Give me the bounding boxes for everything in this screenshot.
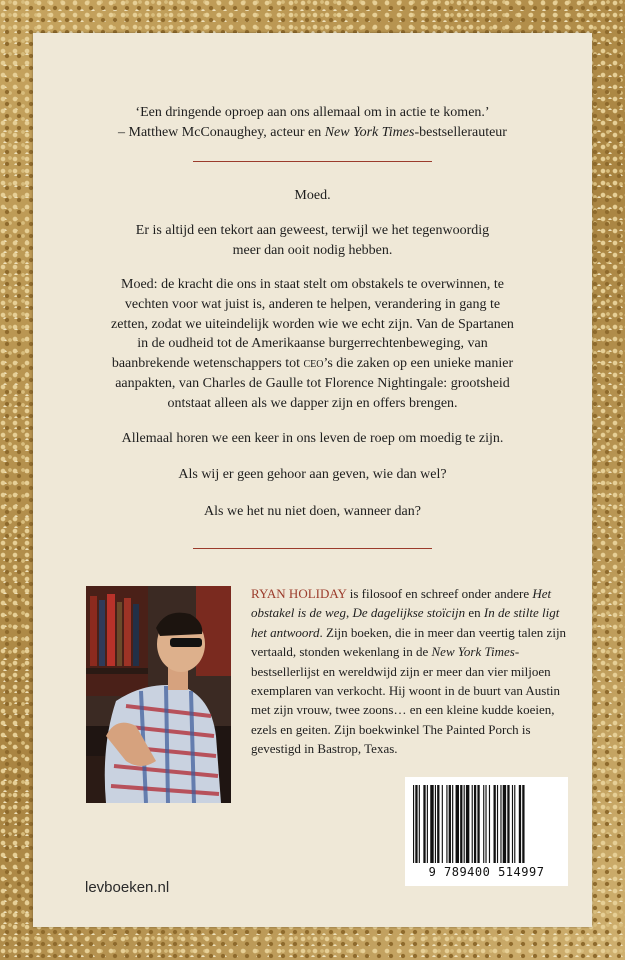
barcode-bar [514,785,515,863]
bottom-divider [193,548,432,549]
publisher-url: levboeken.nl [85,879,170,896]
barcode-bar [449,785,451,863]
barcode-bar [485,785,486,863]
barcode-bar [512,785,513,863]
barcode-bar [415,785,417,863]
barcode-bar [507,785,509,863]
barcode-bar [456,785,459,863]
barcode-bar [430,785,433,863]
barcode-bar [503,785,506,863]
blurb-paragraph-3: Moed: de kracht die ons in staat stelt om obstakels te overwinnen, te vechten voor wat juist is, anderen te helpen, verandering in gang te zetten, zodat we uiteindelijk worden wie we echt zijn. Van de Spartanen in de oudheid tot de Amerikaanse burgerrechtenbeweging, van baanbrekende wetenschappers tot ceo’s die zaken op een unieke manier aanpakten, van Charles de Gaulle tot Florence Nightingale: grootsheid ontstaat alleen als we dapper zijn en offers brengen. [111,277,514,411]
barcode-bar [446,785,447,863]
quote-attribution: – Matthew McConaughey, acteur en New York Times-bestsellerauteur [118,125,507,140]
barcode-bar [472,785,473,863]
barcode-bar [500,785,501,863]
barcode-bar [489,785,490,863]
author-photo [86,586,231,803]
author-name: RYAN HOLIDAY [251,586,347,601]
barcode-bar [466,785,469,863]
quote-text: ‘Een dringende oproep aan ons allemaal om in actie te komen.’ [135,105,490,120]
barcode-bar [464,785,465,863]
barcode-bar [442,785,443,863]
barcode-bar [519,785,521,863]
barcode-bar [423,785,425,863]
top-divider [193,161,432,162]
back-cover-panel [33,33,592,927]
barcode-bars [405,777,568,865]
barcode-bar [474,785,476,863]
barcode-bar [419,785,420,863]
barcode-bar [435,785,436,863]
barcode-bar [460,785,462,863]
barcode-bar [483,785,484,863]
isbn-barcode [405,777,568,886]
author-bio: RYAN HOLIDAY is filosoof en schreef onder andere Het obstakel is de weg, De dagelijkse stoïcijn en In de stilte ligt het antwoord. Zijn boeken, die in meer dan veertig talen zijn vertaald, stonden wekenlang in de New York Times-bestsellerlijst en wereldwijd zijn er meer dan vier miljoen exemplaren van verkocht. Hij woont in de buurt van Austin met zijn vrouw, twee zoons… en een kleine kudde koeien, ezels en geiten. Zijn boekwinkel The Painted Porch is gevestigd in Bastrop, Texas. [251,586,567,757]
barcode-bar [452,785,453,863]
blurb-paragraph-5: Als wij er geen gehoor aan geven, wie dan wel? [178,467,447,482]
barcode-bar [477,785,479,863]
barcode-bar [427,785,428,863]
barcode-bar [437,785,439,863]
blurb-paragraph-1: Moed. [294,188,331,203]
endorsement-quote [33,103,592,143]
barcode-bar [522,785,524,863]
blurb-paragraph-2: Er is altijd een tekort aan geweest, terwijl we het tegenwoordig meer dan ooit nodig hebben. [135,223,490,258]
blurb-paragraph-6: Als we het nu niet doen, wanneer dan? [204,504,421,519]
blurb-paragraph-4: Allemaal horen we een keer in ons leven de roep om moedig te zijn. [121,431,504,446]
barcode-bar [413,785,414,863]
isbn-digits: 9 789400 514997 [428,865,545,879]
barcode-bar [497,785,498,863]
barcode-bar [494,785,496,863]
